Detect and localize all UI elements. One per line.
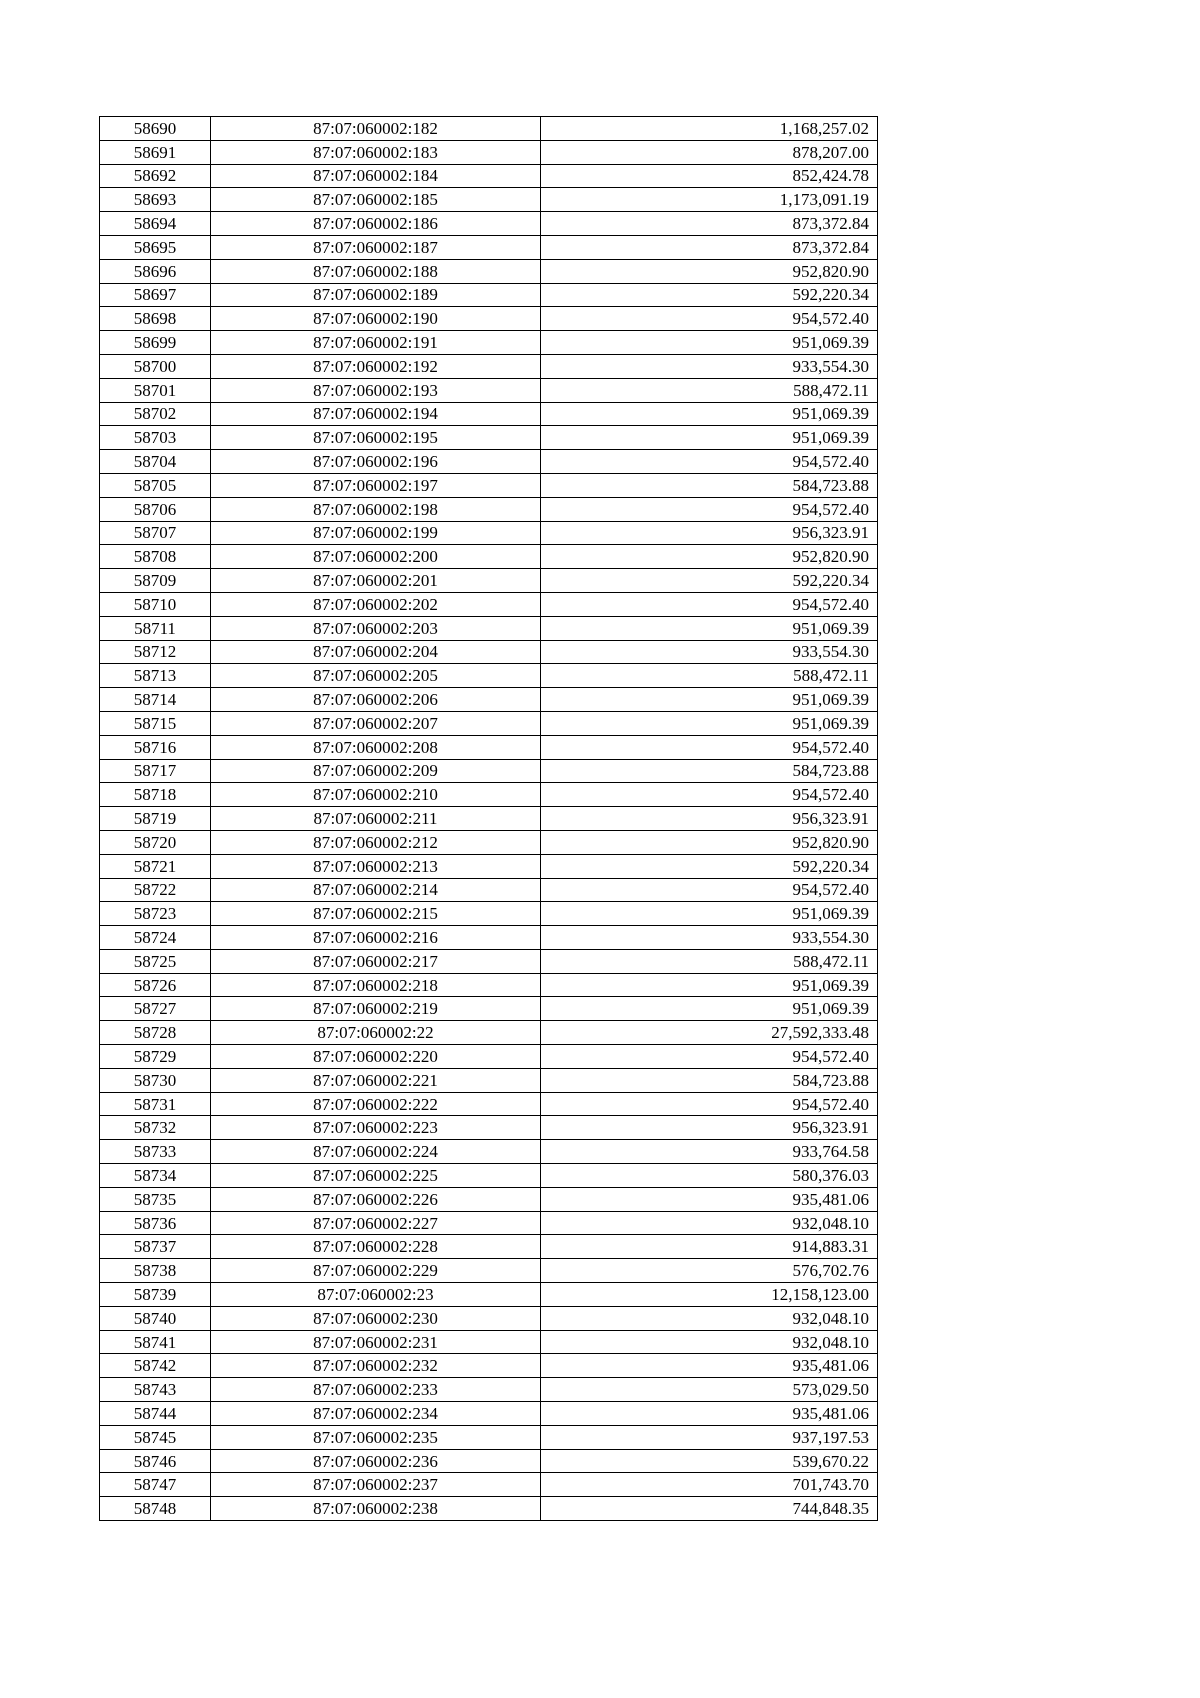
cadastral-value-cell: 744,848.35 [541, 1497, 878, 1521]
cadastral-value-cell: 573,029.50 [541, 1378, 878, 1402]
cadastral-number-cell: 87:07:060002:232 [211, 1354, 541, 1378]
table-row [100, 497, 878, 521]
cadastral-number-cell: 87:07:060002:222 [211, 1092, 541, 1116]
cadastral-value-cell: 954,572.40 [541, 1092, 878, 1116]
cadastral-value-cell: 588,472.11 [541, 949, 878, 973]
cadastral-value-cell: 588,472.11 [541, 664, 878, 688]
cadastral-value-cell: 951,069.39 [541, 402, 878, 426]
table-row [100, 188, 878, 212]
table-row [100, 140, 878, 164]
cadastral-number-cell: 87:07:060002:193 [211, 378, 541, 402]
cadastral-number-cell: 87:07:060002:188 [211, 259, 541, 283]
row-number-cell: 58725 [100, 949, 211, 973]
cadastral-value-cell: 584,723.88 [541, 759, 878, 783]
cadastral-value-cell: 952,820.90 [541, 545, 878, 569]
row-number-cell: 58728 [100, 1021, 211, 1045]
cadastral-number-cell: 87:07:060002:185 [211, 188, 541, 212]
cadastral-number-cell: 87:07:060002:192 [211, 354, 541, 378]
table-row [100, 830, 878, 854]
table-row [100, 1116, 878, 1140]
cadastral-value-cell: 954,572.40 [541, 1045, 878, 1069]
table-row [100, 1259, 878, 1283]
table-row [100, 1164, 878, 1188]
cadastral-value-table [99, 116, 878, 1521]
table-row [100, 378, 878, 402]
table-row [100, 450, 878, 474]
cadastral-value-cell: 576,702.76 [541, 1259, 878, 1283]
cadastral-number-cell: 87:07:060002:235 [211, 1425, 541, 1449]
cadastral-value-cell: 954,572.40 [541, 592, 878, 616]
cadastral-value-cell: 951,069.39 [541, 973, 878, 997]
cadastral-number-cell: 87:07:060002:217 [211, 949, 541, 973]
table-row [100, 426, 878, 450]
cadastral-number-cell: 87:07:060002:211 [211, 807, 541, 831]
cadastral-value-cell: 952,820.90 [541, 259, 878, 283]
row-number-cell: 58703 [100, 426, 211, 450]
table-row [100, 664, 878, 688]
cadastral-number-cell: 87:07:060002:190 [211, 307, 541, 331]
table-row [100, 212, 878, 236]
cadastral-number-cell: 87:07:060002:230 [211, 1306, 541, 1330]
table-row [100, 1068, 878, 1092]
table-row [100, 592, 878, 616]
table-row [100, 949, 878, 973]
row-number-cell: 58738 [100, 1259, 211, 1283]
cadastral-value-cell: 951,069.39 [541, 902, 878, 926]
row-number-cell: 58701 [100, 378, 211, 402]
table-body [100, 117, 878, 1521]
table-row [100, 1354, 878, 1378]
cadastral-number-cell: 87:07:060002:231 [211, 1330, 541, 1354]
cadastral-number-cell: 87:07:060002:186 [211, 212, 541, 236]
cadastral-number-cell: 87:07:060002:209 [211, 759, 541, 783]
table-row [100, 1021, 878, 1045]
row-number-cell: 58724 [100, 926, 211, 950]
row-number-cell: 58690 [100, 117, 211, 141]
cadastral-number-cell: 87:07:060002:224 [211, 1140, 541, 1164]
table-row [100, 902, 878, 926]
cadastral-number-cell: 87:07:060002:212 [211, 830, 541, 854]
cadastral-number-cell: 87:07:060002:194 [211, 402, 541, 426]
cadastral-number-cell: 87:07:060002:236 [211, 1449, 541, 1473]
cadastral-number-cell: 87:07:060002:225 [211, 1164, 541, 1188]
table-row [100, 1140, 878, 1164]
row-number-cell: 58696 [100, 259, 211, 283]
table-row [100, 354, 878, 378]
cadastral-value-cell: 954,572.40 [541, 450, 878, 474]
cadastral-value-cell: 933,554.30 [541, 926, 878, 950]
cadastral-value-cell: 951,069.39 [541, 711, 878, 735]
cadastral-number-cell: 87:07:060002:201 [211, 569, 541, 593]
row-number-cell: 58729 [100, 1045, 211, 1069]
cadastral-number-cell: 87:07:060002:223 [211, 1116, 541, 1140]
row-number-cell: 58711 [100, 616, 211, 640]
cadastral-value-cell: 951,069.39 [541, 426, 878, 450]
table-row [100, 283, 878, 307]
row-number-cell: 58741 [100, 1330, 211, 1354]
cadastral-number-cell: 87:07:060002:213 [211, 854, 541, 878]
cadastral-number-cell: 87:07:060002:205 [211, 664, 541, 688]
cadastral-number-cell: 87:07:060002:214 [211, 878, 541, 902]
cadastral-number-cell: 87:07:060002:208 [211, 735, 541, 759]
cadastral-value-cell: 951,069.39 [541, 331, 878, 355]
table-row [100, 711, 878, 735]
row-number-cell: 58694 [100, 212, 211, 236]
table-row [100, 1449, 878, 1473]
row-number-cell: 58705 [100, 473, 211, 497]
table-row [100, 1283, 878, 1307]
cadastral-value-cell: 592,220.34 [541, 283, 878, 307]
cadastral-value-cell: 954,572.40 [541, 878, 878, 902]
row-number-cell: 58697 [100, 283, 211, 307]
row-number-cell: 58748 [100, 1497, 211, 1521]
cadastral-value-cell: 1,168,257.02 [541, 117, 878, 141]
cadastral-value-cell: 935,481.06 [541, 1354, 878, 1378]
cadastral-value-cell: 592,220.34 [541, 569, 878, 593]
cadastral-value-cell: 584,723.88 [541, 1068, 878, 1092]
cadastral-number-cell: 87:07:060002:226 [211, 1187, 541, 1211]
row-number-cell: 58716 [100, 735, 211, 759]
cadastral-value-cell: 588,472.11 [541, 378, 878, 402]
table-row [100, 402, 878, 426]
cadastral-number-cell: 87:07:060002:238 [211, 1497, 541, 1521]
cadastral-value-cell: 12,158,123.00 [541, 1283, 878, 1307]
cadastral-value-cell: 951,069.39 [541, 688, 878, 712]
row-number-cell: 58695 [100, 235, 211, 259]
row-number-cell: 58736 [100, 1211, 211, 1235]
cadastral-number-cell: 87:07:060002:210 [211, 783, 541, 807]
cadastral-value-cell: 852,424.78 [541, 164, 878, 188]
cadastral-value-cell: 27,592,333.48 [541, 1021, 878, 1045]
row-number-cell: 58698 [100, 307, 211, 331]
cadastral-value-cell: 701,743.70 [541, 1473, 878, 1497]
cadastral-number-cell: 87:07:060002:23 [211, 1283, 541, 1307]
row-number-cell: 58700 [100, 354, 211, 378]
cadastral-value-cell: 873,372.84 [541, 212, 878, 236]
row-number-cell: 58743 [100, 1378, 211, 1402]
cadastral-number-cell: 87:07:060002:182 [211, 117, 541, 141]
table-row [100, 688, 878, 712]
table-row [100, 473, 878, 497]
cadastral-value-cell: 584,723.88 [541, 473, 878, 497]
row-number-cell: 58708 [100, 545, 211, 569]
row-number-cell: 58704 [100, 450, 211, 474]
cadastral-value-cell: 933,764.58 [541, 1140, 878, 1164]
cadastral-value-cell: 956,323.91 [541, 521, 878, 545]
cadastral-value-cell: 539,670.22 [541, 1449, 878, 1473]
table-row [100, 973, 878, 997]
cadastral-number-cell: 87:07:060002:234 [211, 1402, 541, 1426]
cadastral-value-cell: 933,554.30 [541, 354, 878, 378]
row-number-cell: 58720 [100, 830, 211, 854]
cadastral-value-cell: 935,481.06 [541, 1187, 878, 1211]
cadastral-value-cell: 954,572.40 [541, 735, 878, 759]
row-number-cell: 58707 [100, 521, 211, 545]
row-number-cell: 58742 [100, 1354, 211, 1378]
cadastral-number-cell: 87:07:060002:198 [211, 497, 541, 521]
table-row [100, 521, 878, 545]
row-number-cell: 58691 [100, 140, 211, 164]
table-row [100, 759, 878, 783]
cadastral-number-cell: 87:07:060002:191 [211, 331, 541, 355]
row-number-cell: 58746 [100, 1449, 211, 1473]
table-row [100, 331, 878, 355]
row-number-cell: 58699 [100, 331, 211, 355]
table-row [100, 735, 878, 759]
row-number-cell: 58709 [100, 569, 211, 593]
cadastral-value-cell: 956,323.91 [541, 807, 878, 831]
cadastral-value-cell: 954,572.40 [541, 307, 878, 331]
cadastral-number-cell: 87:07:060002:195 [211, 426, 541, 450]
table-row [100, 783, 878, 807]
cadastral-value-cell: 954,572.40 [541, 783, 878, 807]
row-number-cell: 58734 [100, 1164, 211, 1188]
table-row [100, 1425, 878, 1449]
row-number-cell: 58718 [100, 783, 211, 807]
table-row [100, 1045, 878, 1069]
table-row [100, 926, 878, 950]
row-number-cell: 58747 [100, 1473, 211, 1497]
cadastral-value-cell: 933,554.30 [541, 640, 878, 664]
table-row [100, 616, 878, 640]
cadastral-number-cell: 87:07:060002:203 [211, 616, 541, 640]
table-row [100, 854, 878, 878]
row-number-cell: 58714 [100, 688, 211, 712]
row-number-cell: 58693 [100, 188, 211, 212]
table-row [100, 1330, 878, 1354]
cadastral-value-cell: 952,820.90 [541, 830, 878, 854]
row-number-cell: 58745 [100, 1425, 211, 1449]
cadastral-number-cell: 87:07:060002:197 [211, 473, 541, 497]
row-number-cell: 58692 [100, 164, 211, 188]
cadastral-number-cell: 87:07:060002:220 [211, 1045, 541, 1069]
row-number-cell: 58740 [100, 1306, 211, 1330]
table-row [100, 1473, 878, 1497]
row-number-cell: 58721 [100, 854, 211, 878]
table-row [100, 807, 878, 831]
table-row [100, 1497, 878, 1521]
cadastral-number-cell: 87:07:060002:196 [211, 450, 541, 474]
cadastral-number-cell: 87:07:060002:207 [211, 711, 541, 735]
row-number-cell: 58717 [100, 759, 211, 783]
row-number-cell: 58726 [100, 973, 211, 997]
cadastral-number-cell: 87:07:060002:228 [211, 1235, 541, 1259]
cadastral-value-cell: 954,572.40 [541, 497, 878, 521]
row-number-cell: 58715 [100, 711, 211, 735]
cadastral-number-cell: 87:07:060002:237 [211, 1473, 541, 1497]
row-number-cell: 58735 [100, 1187, 211, 1211]
cadastral-number-cell: 87:07:060002:233 [211, 1378, 541, 1402]
row-number-cell: 58733 [100, 1140, 211, 1164]
cadastral-value-cell: 592,220.34 [541, 854, 878, 878]
table-row [100, 1378, 878, 1402]
row-number-cell: 58727 [100, 997, 211, 1021]
table-row [100, 1211, 878, 1235]
cadastral-value-cell: 1,173,091.19 [541, 188, 878, 212]
cadastral-number-cell: 87:07:060002:218 [211, 973, 541, 997]
row-number-cell: 58731 [100, 1092, 211, 1116]
table-row [100, 1092, 878, 1116]
cadastral-number-cell: 87:07:060002:219 [211, 997, 541, 1021]
cadastral-value-cell: 878,207.00 [541, 140, 878, 164]
cadastral-number-cell: 87:07:060002:229 [211, 1259, 541, 1283]
table-row [100, 1187, 878, 1211]
row-number-cell: 58737 [100, 1235, 211, 1259]
cadastral-value-cell: 932,048.10 [541, 1330, 878, 1354]
cadastral-number-cell: 87:07:060002:189 [211, 283, 541, 307]
cadastral-number-cell: 87:07:060002:216 [211, 926, 541, 950]
cadastral-number-cell: 87:07:060002:22 [211, 1021, 541, 1045]
row-number-cell: 58719 [100, 807, 211, 831]
cadastral-number-cell: 87:07:060002:215 [211, 902, 541, 926]
cadastral-value-cell: 956,323.91 [541, 1116, 878, 1140]
cadastral-value-cell: 951,069.39 [541, 616, 878, 640]
cadastral-value-cell: 580,376.03 [541, 1164, 878, 1188]
cadastral-number-cell: 87:07:060002:202 [211, 592, 541, 616]
table-row [100, 164, 878, 188]
cadastral-number-cell: 87:07:060002:183 [211, 140, 541, 164]
table-row [100, 640, 878, 664]
cadastral-value-cell: 873,372.84 [541, 235, 878, 259]
row-number-cell: 58713 [100, 664, 211, 688]
cadastral-value-cell: 937,197.53 [541, 1425, 878, 1449]
table-row [100, 307, 878, 331]
cadastral-value-cell: 914,883.31 [541, 1235, 878, 1259]
cadastral-number-cell: 87:07:060002:184 [211, 164, 541, 188]
table-row [100, 878, 878, 902]
table-row [100, 117, 878, 141]
cadastral-value-cell: 951,069.39 [541, 997, 878, 1021]
cadastral-value-cell: 935,481.06 [541, 1402, 878, 1426]
cadastral-number-cell: 87:07:060002:187 [211, 235, 541, 259]
table-row [100, 1306, 878, 1330]
table-row [100, 1402, 878, 1426]
table-row [100, 569, 878, 593]
row-number-cell: 58706 [100, 497, 211, 521]
row-number-cell: 58739 [100, 1283, 211, 1307]
row-number-cell: 58732 [100, 1116, 211, 1140]
row-number-cell: 58722 [100, 878, 211, 902]
row-number-cell: 58710 [100, 592, 211, 616]
table-row [100, 259, 878, 283]
table-row [100, 1235, 878, 1259]
row-number-cell: 58744 [100, 1402, 211, 1426]
table-row [100, 545, 878, 569]
table-row [100, 235, 878, 259]
row-number-cell: 58712 [100, 640, 211, 664]
cadastral-number-cell: 87:07:060002:221 [211, 1068, 541, 1092]
cadastral-value-cell: 932,048.10 [541, 1306, 878, 1330]
table-row [100, 997, 878, 1021]
row-number-cell: 58730 [100, 1068, 211, 1092]
cadastral-value-cell: 932,048.10 [541, 1211, 878, 1235]
row-number-cell: 58702 [100, 402, 211, 426]
cadastral-number-cell: 87:07:060002:227 [211, 1211, 541, 1235]
cadastral-number-cell: 87:07:060002:199 [211, 521, 541, 545]
cadastral-number-cell: 87:07:060002:204 [211, 640, 541, 664]
cadastral-number-cell: 87:07:060002:200 [211, 545, 541, 569]
cadastral-number-cell: 87:07:060002:206 [211, 688, 541, 712]
row-number-cell: 58723 [100, 902, 211, 926]
